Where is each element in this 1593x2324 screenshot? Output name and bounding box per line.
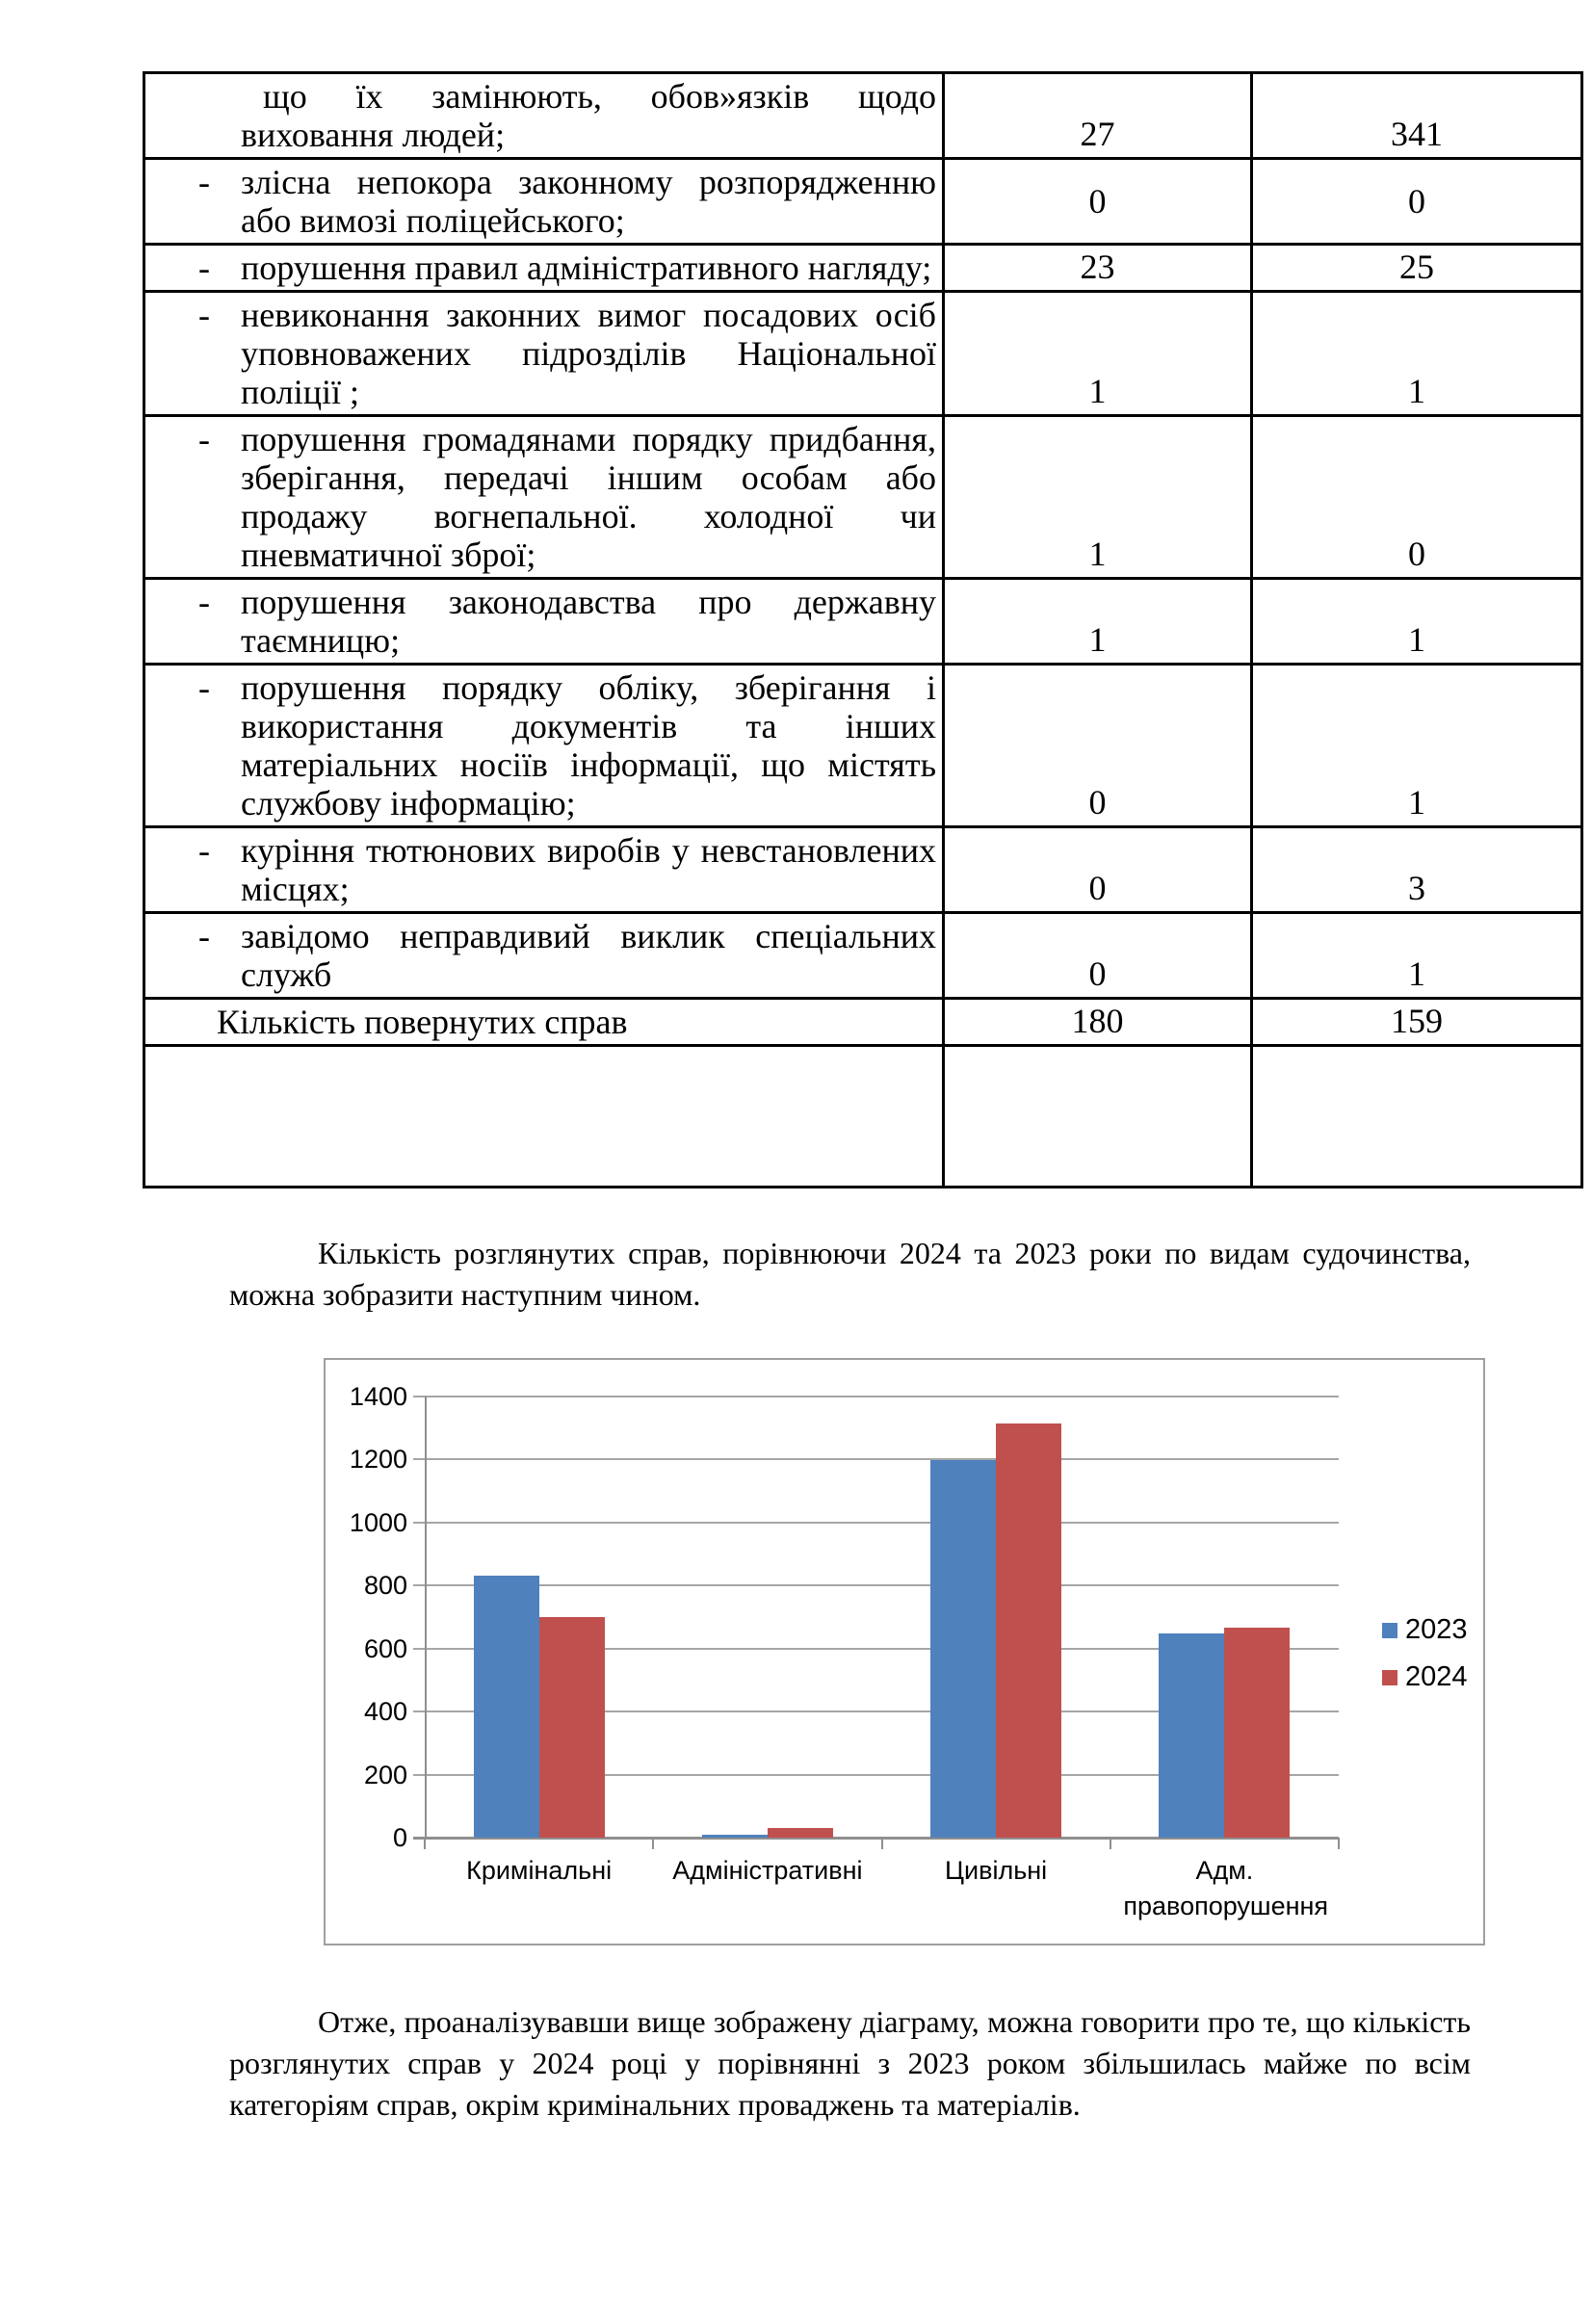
violation-text: куріння тютюнових виробів у невстановлених місцях; (241, 831, 936, 908)
y-tick-label: 1200 (349, 1445, 407, 1475)
bar-2024-2 (996, 1423, 1061, 1838)
violation-text-cell (144, 665, 944, 827)
gridline (413, 1522, 1339, 1524)
y-tick-label: 1000 (349, 1507, 407, 1537)
violation-text-cell (144, 913, 944, 999)
x-category-label: Цивільні (945, 1856, 1048, 1885)
value-cell-a: 0 (944, 665, 1252, 827)
violation-text: порушення порядку обліку, зберігання і використання документів та інших матеріальних носіїв інформації, що містять службову інформацію; (241, 668, 936, 823)
list-dash: - (198, 583, 210, 621)
x-category-label: Адм. правопорушення (1123, 1856, 1329, 1920)
value-cell-a: 0 (944, 159, 1252, 245)
legend-swatch-2023 (1382, 1623, 1397, 1638)
value-cell-b: 1 (1252, 292, 1582, 416)
table-row (144, 292, 1582, 416)
gridline (413, 1584, 1339, 1586)
empty-cell (144, 1046, 944, 1188)
violation-text-cell (144, 999, 944, 1046)
list-dash: - (198, 420, 210, 458)
intro-paragraph: Кількість розглянутих справ, порівнюючи 2024 та 2023 роки по видам судочинства, можна зобразити наступним чином. (229, 1236, 1471, 1312)
bar-2023-1 (702, 1835, 768, 1838)
table-row-empty (144, 1046, 1582, 1188)
list-dash: - (198, 163, 210, 201)
y-tick-label: 1400 (349, 1382, 407, 1411)
table-row-returned-cases (144, 999, 1582, 1046)
list-dash: - (198, 248, 210, 287)
table-row (144, 73, 1582, 159)
value-cell-a: 1 (944, 292, 1252, 416)
y-tick-label: 800 (363, 1571, 407, 1601)
bar-2024-1 (768, 1828, 833, 1838)
table-row (144, 579, 1582, 665)
violation-text: що їх замінюють, обов»язків щодо виховання людей; (241, 77, 936, 154)
bar-chart (324, 1358, 1485, 1945)
list-dash: - (198, 917, 210, 955)
empty-cell (944, 1046, 1252, 1188)
table-row (144, 416, 1582, 579)
bar-2023-0 (474, 1576, 539, 1838)
value-cell-a: 23 (944, 245, 1252, 292)
table-row (144, 913, 1582, 999)
value-cell-a: 180 (944, 999, 1252, 1046)
table-row (144, 245, 1582, 292)
violation-text: порушення громадянами порядку придбання, зберігання, передачі іншим особам або продажу вогнепальної. холодної чи пневматичної зброї; (241, 420, 936, 574)
legend-swatch-2024 (1382, 1670, 1397, 1685)
value-cell-b: 1 (1252, 913, 1582, 999)
list-dash: - (198, 831, 210, 870)
table-row (144, 159, 1582, 245)
y-tick-label: 600 (363, 1633, 407, 1663)
value-cell-b: 0 (1252, 416, 1582, 579)
x-axis-tick (652, 1838, 654, 1849)
legend-label-2023: 2023 (1405, 1614, 1468, 1645)
gridline (413, 1396, 1339, 1397)
x-category-label: Кримінальні (466, 1856, 613, 1885)
bar-2024-0 (539, 1617, 605, 1838)
value-cell-b: 341 (1252, 73, 1582, 159)
bar-2023-3 (1159, 1633, 1224, 1838)
list-dash: - (198, 296, 210, 334)
x-category-label: Адміністративні (672, 1856, 863, 1885)
list-dash: - (198, 668, 210, 707)
y-axis-line (425, 1397, 427, 1838)
violation-text-cell (144, 827, 944, 913)
value-cell-b: 1 (1252, 665, 1582, 827)
violation-text-cell (144, 416, 944, 579)
value-cell-b: 0 (1252, 159, 1582, 245)
violation-text: невиконання законних вимог посадових осіб уповноважених підрозділів Національної поліції ; (241, 296, 936, 411)
violation-text: злісна непокора законному розпорядженню або вимозі поліцейського; (241, 163, 936, 240)
table-row (144, 665, 1582, 827)
value-cell-b: 1 (1252, 579, 1582, 665)
x-axis-tick (881, 1838, 883, 1849)
value-cell-a: 0 (944, 827, 1252, 913)
gridline (413, 1458, 1339, 1460)
x-axis-tick (1110, 1838, 1111, 1849)
violation-text-cell (144, 579, 944, 665)
value-cell-b: 3 (1252, 827, 1582, 913)
empty-cell (1252, 1046, 1582, 1188)
table-row (144, 827, 1582, 913)
value-cell-a: 27 (944, 73, 1252, 159)
violation-text-cell (144, 292, 944, 416)
y-tick-label: 400 (363, 1697, 407, 1727)
y-tick-label: 0 (392, 1823, 407, 1852)
violation-text: завідомо неправдивий виклик спеціальних служб (241, 917, 936, 994)
returned-cases-label: Кількість повернутих справ (217, 1003, 628, 1041)
y-tick-label: 200 (363, 1760, 407, 1789)
violation-text: порушення правил адміністративного нагляду; (241, 248, 932, 287)
violation-text-cell (144, 159, 944, 245)
value-cell-b: 159 (1252, 999, 1582, 1046)
conclusion-paragraph: Отже, проаналізувавши вище зображену діаграму, можна говорити про те, що кількість розглянутих справ у 2024 році у порівнянні з 2023 роком збільшилась майже по всім категоріям справ, окрім кримінальних проваджень та матеріалів. (229, 2004, 1471, 2122)
value-cell-b: 25 (1252, 245, 1582, 292)
value-cell-a: 0 (944, 913, 1252, 999)
violation-text: порушення законодавства про державну таємницю; (241, 583, 936, 660)
violation-text-cell (144, 245, 944, 292)
x-axis-tick (1338, 1838, 1340, 1849)
value-cell-a: 1 (944, 579, 1252, 665)
bar-2024-3 (1224, 1628, 1290, 1838)
bar-2023-2 (930, 1460, 996, 1838)
violations-table (143, 71, 1583, 1188)
legend-label-2024: 2024 (1405, 1661, 1468, 1692)
x-axis-tick (424, 1838, 426, 1849)
violation-text-cell (144, 73, 944, 159)
value-cell-a: 1 (944, 416, 1252, 579)
